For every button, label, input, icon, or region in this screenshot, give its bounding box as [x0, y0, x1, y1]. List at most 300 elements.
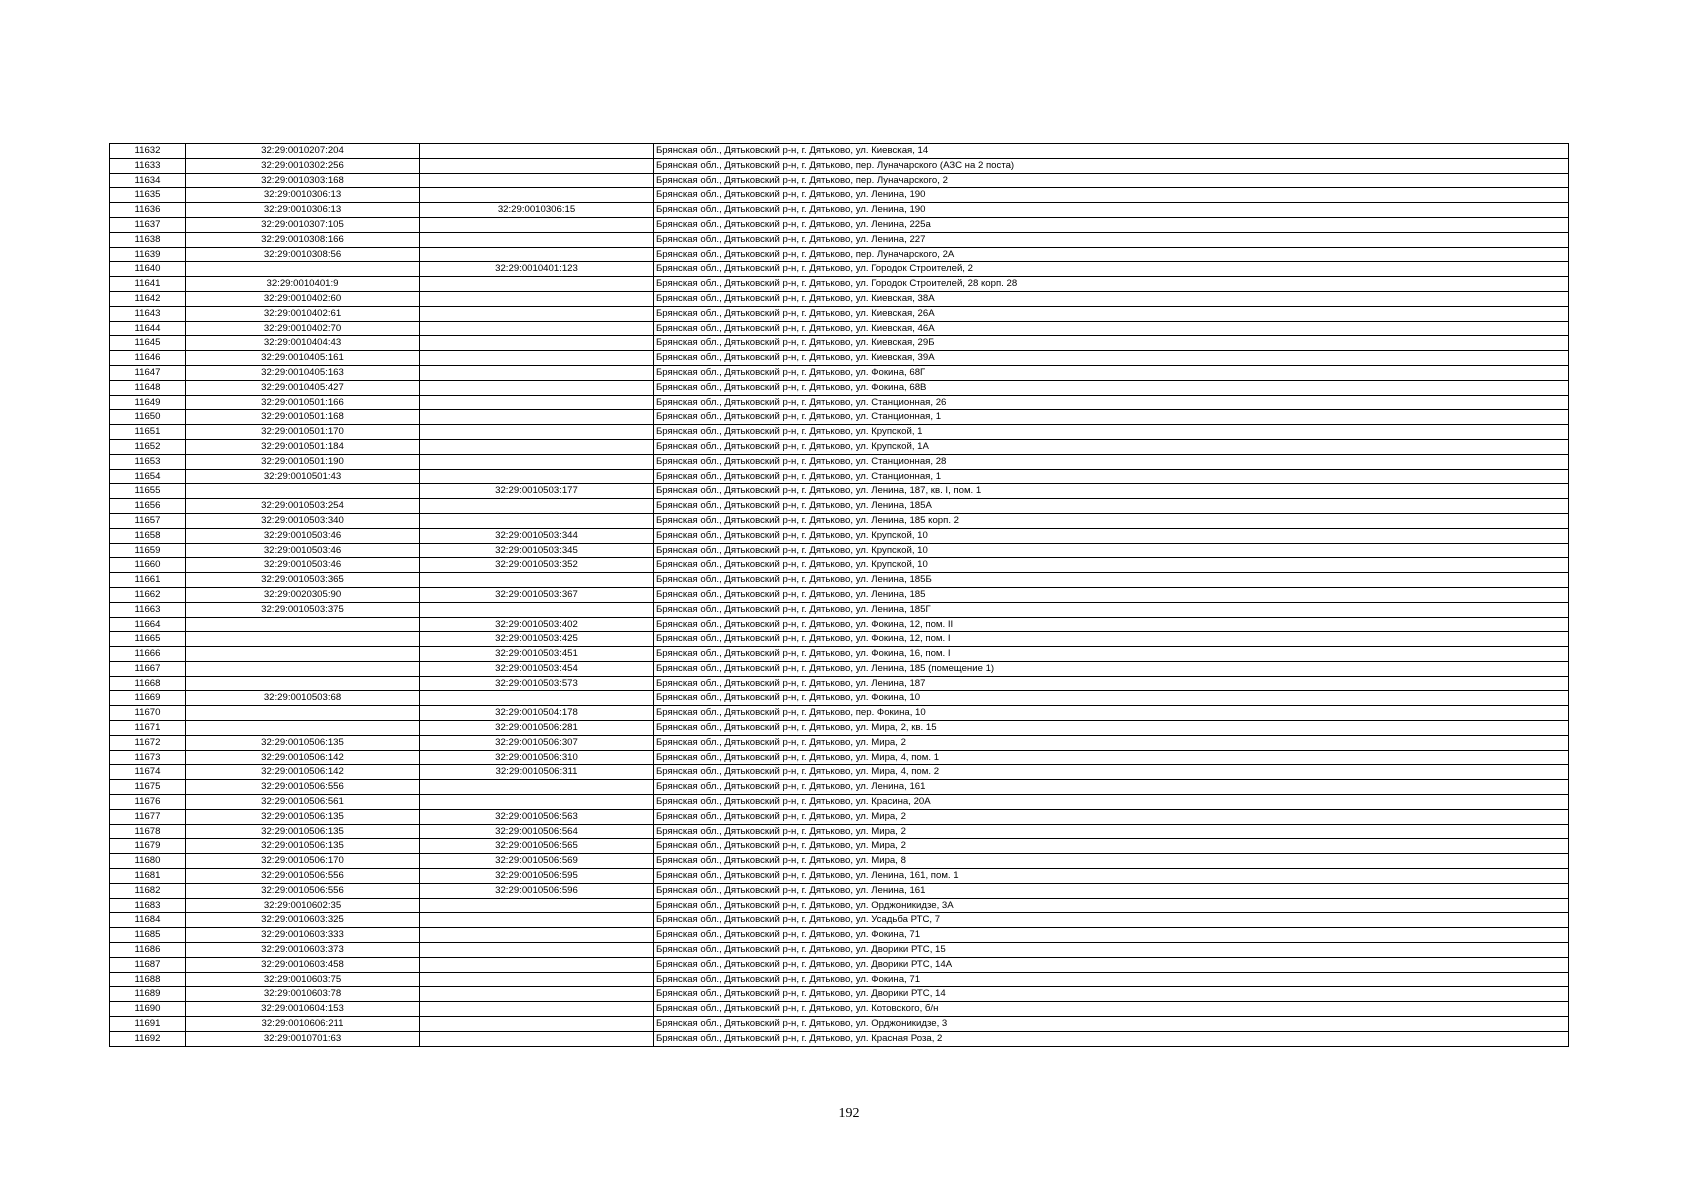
table-row: [110, 573, 1569, 588]
row-number-cell: 11660: [110, 558, 186, 573]
related-cadastral-number-cell: [420, 573, 654, 588]
row-number-cell: 11639: [110, 247, 186, 262]
address-cell: Брянская обл., Дятьковский р-н, г. Дятьково, ул. Фокина, 12, пом. I: [654, 632, 1569, 647]
cadastral-number-cell: [186, 647, 420, 662]
row-number-cell: 11649: [110, 395, 186, 410]
address-cell: Брянская обл., Дятьковский р-н, г. Дятьково, ул. Ленина, 161, пом. 1: [654, 869, 1569, 884]
table-row: [110, 247, 1569, 262]
row-number-cell: 11667: [110, 661, 186, 676]
cadastral-number-cell: 32:29:0010303:168: [186, 173, 420, 188]
row-number-cell: 11668: [110, 676, 186, 691]
row-number-cell: 11683: [110, 898, 186, 913]
row-number-cell: 11643: [110, 306, 186, 321]
cadastral-number-cell: 32:29:0010401:9: [186, 277, 420, 292]
table-row: [110, 351, 1569, 366]
related-cadastral-number-cell: [420, 972, 654, 987]
address-cell: Брянская обл., Дятьковский р-н, г. Дятьково, ул. Ленина, 185Г: [654, 602, 1569, 617]
row-number-cell: 11678: [110, 824, 186, 839]
address-cell: Брянская обл., Дятьковский р-н, г. Дятьково, ул. Ленина, 187: [654, 676, 1569, 691]
row-number-cell: 11687: [110, 957, 186, 972]
table-row: [110, 1002, 1569, 1017]
address-cell: Брянская обл., Дятьковский р-н, г. Дятьково, ул. Мира, 4, пом. 2: [654, 765, 1569, 780]
related-cadastral-number-cell: 32:29:0010503:344: [420, 528, 654, 543]
related-cadastral-number-cell: [420, 1002, 654, 1017]
related-cadastral-number-cell: [420, 217, 654, 232]
table-row: [110, 543, 1569, 558]
row-number-cell: 11635: [110, 188, 186, 203]
table-row: [110, 454, 1569, 469]
row-number-cell: 11662: [110, 587, 186, 602]
related-cadastral-number-cell: [420, 365, 654, 380]
table-row: [110, 484, 1569, 499]
address-cell: Брянская обл., Дятьковский р-н, г. Дятьково, ул. Станционная, 1: [654, 469, 1569, 484]
cadastral-number-cell: 32:29:0010603:458: [186, 957, 420, 972]
related-cadastral-number-cell: 32:29:0010504:178: [420, 706, 654, 721]
row-number-cell: 11661: [110, 573, 186, 588]
row-number-cell: 11641: [110, 277, 186, 292]
address-cell: Брянская обл., Дятьковский р-н, г. Дятьково, ул. Станционная, 26: [654, 395, 1569, 410]
address-cell: Брянская обл., Дятьковский р-н, г. Дятьково, ул. Ленина, 227: [654, 232, 1569, 247]
row-number-cell: 11640: [110, 262, 186, 277]
cadastral-number-cell: [186, 721, 420, 736]
cadastral-number-cell: 32:29:0010701:63: [186, 1031, 420, 1046]
cadastral-number-cell: 32:29:0010402:70: [186, 321, 420, 336]
related-cadastral-number-cell: [420, 1017, 654, 1032]
table-row: [110, 617, 1569, 632]
table-row: [110, 262, 1569, 277]
table-row: [110, 898, 1569, 913]
related-cadastral-number-cell: [420, 232, 654, 247]
related-cadastral-number-cell: [420, 439, 654, 454]
table-row: [110, 913, 1569, 928]
address-cell: Брянская обл., Дятьковский р-н, г. Дятьково, ул. Фокина, 12, пом. II: [654, 617, 1569, 632]
cadastral-number-cell: 32:29:0010404:43: [186, 336, 420, 351]
address-cell: Брянская обл., Дятьковский р-н, г. Дятьково, пер. Луначарского, 2А: [654, 247, 1569, 262]
address-cell: Брянская обл., Дятьковский р-н, г. Дятьково, ул. Котовского, б/н: [654, 1002, 1569, 1017]
table-row: [110, 173, 1569, 188]
row-number-cell: 11692: [110, 1031, 186, 1046]
table-row: [110, 1017, 1569, 1032]
address-cell: Брянская обл., Дятьковский р-н, г. Дятьково, ул. Мира, 2: [654, 824, 1569, 839]
cadastral-number-cell: 32:29:0010405:163: [186, 365, 420, 380]
table-row: [110, 943, 1569, 958]
address-cell: Брянская обл., Дятьковский р-н, г. Дятьково, ул. Ленина, 161: [654, 883, 1569, 898]
related-cadastral-number-cell: 32:29:0010503:402: [420, 617, 654, 632]
address-cell: Брянская обл., Дятьковский р-н, г. Дятьково, ул. Ленина, 225а: [654, 217, 1569, 232]
address-cell: Брянская обл., Дятьковский р-н, г. Дятьково, ул. Фокина, 71: [654, 972, 1569, 987]
related-cadastral-number-cell: [420, 351, 654, 366]
cadastral-number-cell: 32:29:0010501:166: [186, 395, 420, 410]
table-row: [110, 395, 1569, 410]
related-cadastral-number-cell: [420, 395, 654, 410]
address-cell: Брянская обл., Дятьковский р-н, г. Дятьково, ул. Фокина, 68Г: [654, 365, 1569, 380]
address-cell: Брянская обл., Дятьковский р-н, г. Дятьково, ул. Крупской, 1: [654, 425, 1569, 440]
cadastral-number-cell: 32:29:0010402:61: [186, 306, 420, 321]
related-cadastral-number-cell: [420, 513, 654, 528]
row-number-cell: 11633: [110, 158, 186, 173]
cadastral-number-cell: 32:29:0010503:254: [186, 499, 420, 514]
cadastral-number-cell: 32:29:0010603:373: [186, 943, 420, 958]
related-cadastral-number-cell: 32:29:0010503:352: [420, 558, 654, 573]
related-cadastral-number-cell: [420, 454, 654, 469]
cadastral-number-cell: 32:29:0010602:35: [186, 898, 420, 913]
row-number-cell: 11644: [110, 321, 186, 336]
address-cell: Брянская обл., Дятьковский р-н, г. Дятьково, ул. Мира, 2: [654, 735, 1569, 750]
address-cell: Брянская обл., Дятьковский р-н, г. Дятьково, ул. Киевская, 39А: [654, 351, 1569, 366]
related-cadastral-number-cell: [420, 957, 654, 972]
related-cadastral-number-cell: [420, 425, 654, 440]
table-row: [110, 809, 1569, 824]
address-cell: Брянская обл., Дятьковский р-н, г. Дятьково, ул. Мира, 2, кв. 15: [654, 721, 1569, 736]
address-cell: Брянская обл., Дятьковский р-н, г. Дятьково, ул. Ленина, 187, кв. I, пом. 1: [654, 484, 1569, 499]
related-cadastral-number-cell: 32:29:0010506:595: [420, 869, 654, 884]
related-cadastral-number-cell: [420, 898, 654, 913]
cadastral-number-cell: 32:29:0010503:46: [186, 528, 420, 543]
table-row: [110, 558, 1569, 573]
row-number-cell: 11654: [110, 469, 186, 484]
table-row: [110, 158, 1569, 173]
cadastral-number-cell: 32:29:0010506:556: [186, 883, 420, 898]
row-number-cell: 11637: [110, 217, 186, 232]
table-row: [110, 365, 1569, 380]
cadastral-number-cell: 32:29:0010503:375: [186, 602, 420, 617]
related-cadastral-number-cell: [420, 247, 654, 262]
row-number-cell: 11680: [110, 854, 186, 869]
related-cadastral-number-cell: 32:29:0010506:563: [420, 809, 654, 824]
row-number-cell: 11651: [110, 425, 186, 440]
registry-sheet: [109, 143, 1568, 1047]
address-cell: Брянская обл., Дятьковский р-н, г. Дятьково, ул. Мира, 4, пом. 1: [654, 750, 1569, 765]
table-row: [110, 735, 1569, 750]
address-cell: Брянская обл., Дятьковский р-н, г. Дятьково, ул. Красина, 20А: [654, 795, 1569, 810]
related-cadastral-number-cell: 32:29:0010506:569: [420, 854, 654, 869]
address-cell: Брянская обл., Дятьковский р-н, г. Дятьково, пер. Луначарского, 2: [654, 173, 1569, 188]
related-cadastral-number-cell: 32:29:0010506:281: [420, 721, 654, 736]
row-number-cell: 11645: [110, 336, 186, 351]
related-cadastral-number-cell: [420, 1031, 654, 1046]
cadastral-number-cell: 32:29:0010501:190: [186, 454, 420, 469]
address-cell: Брянская обл., Дятьковский р-н, г. Дятьково, ул. Дворики РТС, 14: [654, 987, 1569, 1002]
cadastral-number-cell: 32:29:0010603:333: [186, 928, 420, 943]
related-cadastral-number-cell: [420, 291, 654, 306]
table-row: [110, 928, 1569, 943]
table-row: [110, 765, 1569, 780]
related-cadastral-number-cell: 32:29:0010506:564: [420, 824, 654, 839]
address-cell: Брянская обл., Дятьковский р-н, г. Дятьково, ул. Ленина, 190: [654, 188, 1569, 203]
related-cadastral-number-cell: [420, 469, 654, 484]
table-row: [110, 306, 1569, 321]
related-cadastral-number-cell: 32:29:0010306:15: [420, 203, 654, 218]
table-row: [110, 291, 1569, 306]
row-number-cell: 11676: [110, 795, 186, 810]
address-cell: Брянская обл., Дятьковский р-н, г. Дятьково, ул. Ленина, 185: [654, 587, 1569, 602]
row-number-cell: 11682: [110, 883, 186, 898]
table-row: [110, 795, 1569, 810]
related-cadastral-number-cell: 32:29:0010506:310: [420, 750, 654, 765]
cadastral-number-cell: 32:29:0010308:56: [186, 247, 420, 262]
table-row: [110, 277, 1569, 292]
address-cell: Брянская обл., Дятьковский р-н, г. Дятьково, ул. Усадьба РТС, 7: [654, 913, 1569, 928]
table-row: [110, 602, 1569, 617]
table-row: [110, 883, 1569, 898]
related-cadastral-number-cell: [420, 691, 654, 706]
cadastral-number-cell: 32:29:0010506:135: [186, 839, 420, 854]
related-cadastral-number-cell: [420, 158, 654, 173]
row-number-cell: 11666: [110, 647, 186, 662]
address-cell: Брянская обл., Дятьковский р-н, г. Дятьково, ул. Ленина, 185Б: [654, 573, 1569, 588]
table-row: [110, 839, 1569, 854]
cadastral-number-cell: 32:29:0010506:135: [186, 735, 420, 750]
cadastral-number-cell: 32:29:0010501:168: [186, 410, 420, 425]
address-cell: Брянская обл., Дятьковский р-н, г. Дятьково, ул. Фокина, 71: [654, 928, 1569, 943]
table-row: [110, 1031, 1569, 1046]
row-number-cell: 11671: [110, 721, 186, 736]
table-row: [110, 676, 1569, 691]
address-cell: Брянская обл., Дятьковский р-н, г. Дятьково, ул. Киевская, 38А: [654, 291, 1569, 306]
address-cell: Брянская обл., Дятьковский р-н, г. Дятьково, ул. Ленина, 161: [654, 780, 1569, 795]
table-row: [110, 528, 1569, 543]
cadastral-number-cell: [186, 262, 420, 277]
property-registry-table: [109, 143, 1569, 1047]
cadastral-number-cell: 32:29:0010503:340: [186, 513, 420, 528]
cadastral-number-cell: 32:29:0010506:142: [186, 765, 420, 780]
address-cell: Брянская обл., Дятьковский р-н, г. Дятьково, ул. Орджоникидзе, 3А: [654, 898, 1569, 913]
related-cadastral-number-cell: [420, 188, 654, 203]
table-row: [110, 661, 1569, 676]
address-cell: Брянская обл., Дятьковский р-н, г. Дятьково, ул. Крупской, 10: [654, 528, 1569, 543]
related-cadastral-number-cell: [420, 410, 654, 425]
address-cell: Брянская обл., Дятьковский р-н, г. Дятьково, ул. Киевская, 46А: [654, 321, 1569, 336]
table-row: [110, 957, 1569, 972]
address-cell: Брянская обл., Дятьковский р-н, г. Дятьково, ул. Орджоникидзе, 3: [654, 1017, 1569, 1032]
cadastral-number-cell: [186, 632, 420, 647]
table-row: [110, 721, 1569, 736]
row-number-cell: 11632: [110, 144, 186, 159]
related-cadastral-number-cell: 32:29:0010503:454: [420, 661, 654, 676]
related-cadastral-number-cell: [420, 336, 654, 351]
table-row: [110, 217, 1569, 232]
row-number-cell: 11669: [110, 691, 186, 706]
address-cell: Брянская обл., Дятьковский р-н, г. Дятьково, ул. Станционная, 1: [654, 410, 1569, 425]
table-row: [110, 232, 1569, 247]
address-cell: Брянская обл., Дятьковский р-н, г. Дятьково, ул. Мира, 2: [654, 809, 1569, 824]
address-cell: Брянская обл., Дятьковский р-н, г. Дятьково, ул. Фокина, 68В: [654, 380, 1569, 395]
related-cadastral-number-cell: [420, 173, 654, 188]
cadastral-number-cell: [186, 617, 420, 632]
table-row: [110, 425, 1569, 440]
address-cell: Брянская обл., Дятьковский р-н, г. Дятьково, ул. Крупской, 10: [654, 543, 1569, 558]
related-cadastral-number-cell: [420, 144, 654, 159]
table-row: [110, 439, 1569, 454]
row-number-cell: 11652: [110, 439, 186, 454]
table-row: [110, 869, 1569, 884]
cadastral-number-cell: 32:29:0010506:135: [186, 824, 420, 839]
table-row: [110, 410, 1569, 425]
table-row: [110, 144, 1569, 159]
table-row: [110, 824, 1569, 839]
row-number-cell: 11648: [110, 380, 186, 395]
cadastral-number-cell: 32:29:0010302:256: [186, 158, 420, 173]
cadastral-number-cell: 32:29:0010604:153: [186, 1002, 420, 1017]
row-number-cell: 11681: [110, 869, 186, 884]
table-row: [110, 587, 1569, 602]
table-row: [110, 706, 1569, 721]
address-cell: Брянская обл., Дятьковский р-н, г. Дятьково, ул. Киевская, 26А: [654, 306, 1569, 321]
address-cell: Брянская обл., Дятьковский р-н, г. Дятьково, ул. Ленина, 185 (помещение 1): [654, 661, 1569, 676]
related-cadastral-number-cell: 32:29:0010503:177: [420, 484, 654, 499]
cadastral-number-cell: 32:29:0010405:427: [186, 380, 420, 395]
address-cell: Брянская обл., Дятьковский р-н, г. Дятьково, ул. Крупской, 10: [654, 558, 1569, 573]
related-cadastral-number-cell: [420, 913, 654, 928]
address-cell: Брянская обл., Дятьковский р-н, г. Дятьково, ул. Ленина, 185 корп. 2: [654, 513, 1569, 528]
table-row: [110, 469, 1569, 484]
related-cadastral-number-cell: 32:29:0010503:345: [420, 543, 654, 558]
cadastral-number-cell: 32:29:0010307:105: [186, 217, 420, 232]
address-cell: Брянская обл., Дятьковский р-н, г. Дятьково, ул. Киевская, 29Б: [654, 336, 1569, 351]
page-number: 192: [838, 1106, 860, 1121]
table-row: [110, 750, 1569, 765]
cadastral-number-cell: 32:29:0010603:78: [186, 987, 420, 1002]
address-cell: Брянская обл., Дятьковский р-н, г. Дятьково, ул. Киевская, 14: [654, 144, 1569, 159]
cadastral-number-cell: 32:29:0010506:135: [186, 809, 420, 824]
related-cadastral-number-cell: 32:29:0010506:565: [420, 839, 654, 854]
cadastral-number-cell: 32:29:0010308:166: [186, 232, 420, 247]
row-number-cell: 11655: [110, 484, 186, 499]
table-row: [110, 647, 1569, 662]
row-number-cell: 11647: [110, 365, 186, 380]
address-cell: Брянская обл., Дятьковский р-н, г. Дятьково, ул. Ленина, 185А: [654, 499, 1569, 514]
cadastral-number-cell: [186, 676, 420, 691]
cadastral-number-cell: 32:29:0010207:204: [186, 144, 420, 159]
row-number-cell: 11657: [110, 513, 186, 528]
row-number-cell: 11642: [110, 291, 186, 306]
row-number-cell: 11665: [110, 632, 186, 647]
row-number-cell: 11686: [110, 943, 186, 958]
table-row: [110, 632, 1569, 647]
related-cadastral-number-cell: 32:29:0010503:573: [420, 676, 654, 691]
row-number-cell: 11670: [110, 706, 186, 721]
address-cell: Брянская обл., Дятьковский р-н, г. Дятьково, ул. Мира, 2: [654, 839, 1569, 854]
related-cadastral-number-cell: [420, 943, 654, 958]
table-row: [110, 188, 1569, 203]
cadastral-number-cell: 32:29:0010506:561: [186, 795, 420, 810]
related-cadastral-number-cell: [420, 987, 654, 1002]
address-cell: Брянская обл., Дятьковский р-н, г. Дятьково, пер. Луначарского (АЗС на 2 поста): [654, 158, 1569, 173]
registry-table-body: [110, 144, 1569, 1047]
related-cadastral-number-cell: 32:29:0010401:123: [420, 262, 654, 277]
row-number-cell: 11638: [110, 232, 186, 247]
address-cell: Брянская обл., Дятьковский р-н, г. Дятьково, ул. Мира, 8: [654, 854, 1569, 869]
related-cadastral-number-cell: 32:29:0010503:367: [420, 587, 654, 602]
row-number-cell: 11658: [110, 528, 186, 543]
cadastral-number-cell: 32:29:0010501:170: [186, 425, 420, 440]
related-cadastral-number-cell: [420, 795, 654, 810]
row-number-cell: 11679: [110, 839, 186, 854]
cadastral-number-cell: 32:29:0010402:60: [186, 291, 420, 306]
address-cell: Брянская обл., Дятьковский р-н, г. Дятьково, ул. Красная Роза, 2: [654, 1031, 1569, 1046]
table-row: [110, 203, 1569, 218]
related-cadastral-number-cell: [420, 602, 654, 617]
row-number-cell: 11663: [110, 602, 186, 617]
related-cadastral-number-cell: 32:29:0010503:425: [420, 632, 654, 647]
table-row: [110, 972, 1569, 987]
related-cadastral-number-cell: [420, 277, 654, 292]
address-cell: Брянская обл., Дятьковский р-н, г. Дятьково, ул. Дворики РТС, 15: [654, 943, 1569, 958]
cadastral-number-cell: 32:29:0010506:170: [186, 854, 420, 869]
row-number-cell: 11688: [110, 972, 186, 987]
table-row: [110, 987, 1569, 1002]
related-cadastral-number-cell: [420, 499, 654, 514]
cadastral-number-cell: 32:29:0010603:75: [186, 972, 420, 987]
row-number-cell: 11673: [110, 750, 186, 765]
row-number-cell: 11677: [110, 809, 186, 824]
address-cell: Брянская обл., Дятьковский р-н, г. Дятьково, ул. Городок Строителей, 2: [654, 262, 1569, 277]
related-cadastral-number-cell: [420, 928, 654, 943]
table-row: [110, 513, 1569, 528]
cadastral-number-cell: 32:29:0010503:68: [186, 691, 420, 706]
row-number-cell: 11636: [110, 203, 186, 218]
row-number-cell: 11659: [110, 543, 186, 558]
address-cell: Брянская обл., Дятьковский р-н, г. Дятьково, ул. Станционная, 28: [654, 454, 1569, 469]
row-number-cell: 11634: [110, 173, 186, 188]
cadastral-number-cell: 32:29:0010503:46: [186, 543, 420, 558]
row-number-cell: 11664: [110, 617, 186, 632]
address-cell: Брянская обл., Дятьковский р-н, г. Дятьково, ул. Фокина, 16, пом. I: [654, 647, 1569, 662]
related-cadastral-number-cell: [420, 321, 654, 336]
row-number-cell: 11689: [110, 987, 186, 1002]
cadastral-number-cell: 32:29:0010603:325: [186, 913, 420, 928]
address-cell: Брянская обл., Дятьковский р-н, г. Дятьково, ул. Городок Строителей, 28 корп. 28: [654, 277, 1569, 292]
row-number-cell: 11650: [110, 410, 186, 425]
cadastral-number-cell: 32:29:0010506:556: [186, 780, 420, 795]
row-number-cell: 11685: [110, 928, 186, 943]
row-number-cell: 11690: [110, 1002, 186, 1017]
related-cadastral-number-cell: [420, 306, 654, 321]
row-number-cell: 11684: [110, 913, 186, 928]
related-cadastral-number-cell: 32:29:0010506:311: [420, 765, 654, 780]
cadastral-number-cell: 32:29:0010506:142: [186, 750, 420, 765]
related-cadastral-number-cell: [420, 380, 654, 395]
related-cadastral-number-cell: 32:29:0010503:451: [420, 647, 654, 662]
cadastral-number-cell: 32:29:0010506:556: [186, 869, 420, 884]
row-number-cell: 11675: [110, 780, 186, 795]
row-number-cell: 11672: [110, 735, 186, 750]
row-number-cell: 11674: [110, 765, 186, 780]
table-row: [110, 780, 1569, 795]
address-cell: Брянская обл., Дятьковский р-н, г. Дятьково, ул. Ленина, 190: [654, 203, 1569, 218]
address-cell: Брянская обл., Дятьковский р-н, г. Дятьково, пер. Фокина, 10: [654, 706, 1569, 721]
address-cell: Брянская обл., Дятьковский р-н, г. Дятьково, ул. Крупской, 1А: [654, 439, 1569, 454]
related-cadastral-number-cell: 32:29:0010506:307: [420, 735, 654, 750]
table-row: [110, 854, 1569, 869]
row-number-cell: 11646: [110, 351, 186, 366]
cadastral-number-cell: 32:29:0010503:365: [186, 573, 420, 588]
table-row: [110, 691, 1569, 706]
row-number-cell: 11656: [110, 499, 186, 514]
cadastral-number-cell: 32:29:0010501:184: [186, 439, 420, 454]
cadastral-number-cell: 32:29:0010606:211: [186, 1017, 420, 1032]
cadastral-number-cell: 32:29:0010306:13: [186, 203, 420, 218]
cadastral-number-cell: [186, 661, 420, 676]
related-cadastral-number-cell: [420, 780, 654, 795]
table-row: [110, 321, 1569, 336]
cadastral-number-cell: 32:29:0010306:13: [186, 188, 420, 203]
cadastral-number-cell: 32:29:0010405:161: [186, 351, 420, 366]
row-number-cell: 11653: [110, 454, 186, 469]
cadastral-number-cell: 32:29:0010501:43: [186, 469, 420, 484]
cadastral-number-cell: 32:29:0020305:90: [186, 587, 420, 602]
row-number-cell: 11691: [110, 1017, 186, 1032]
